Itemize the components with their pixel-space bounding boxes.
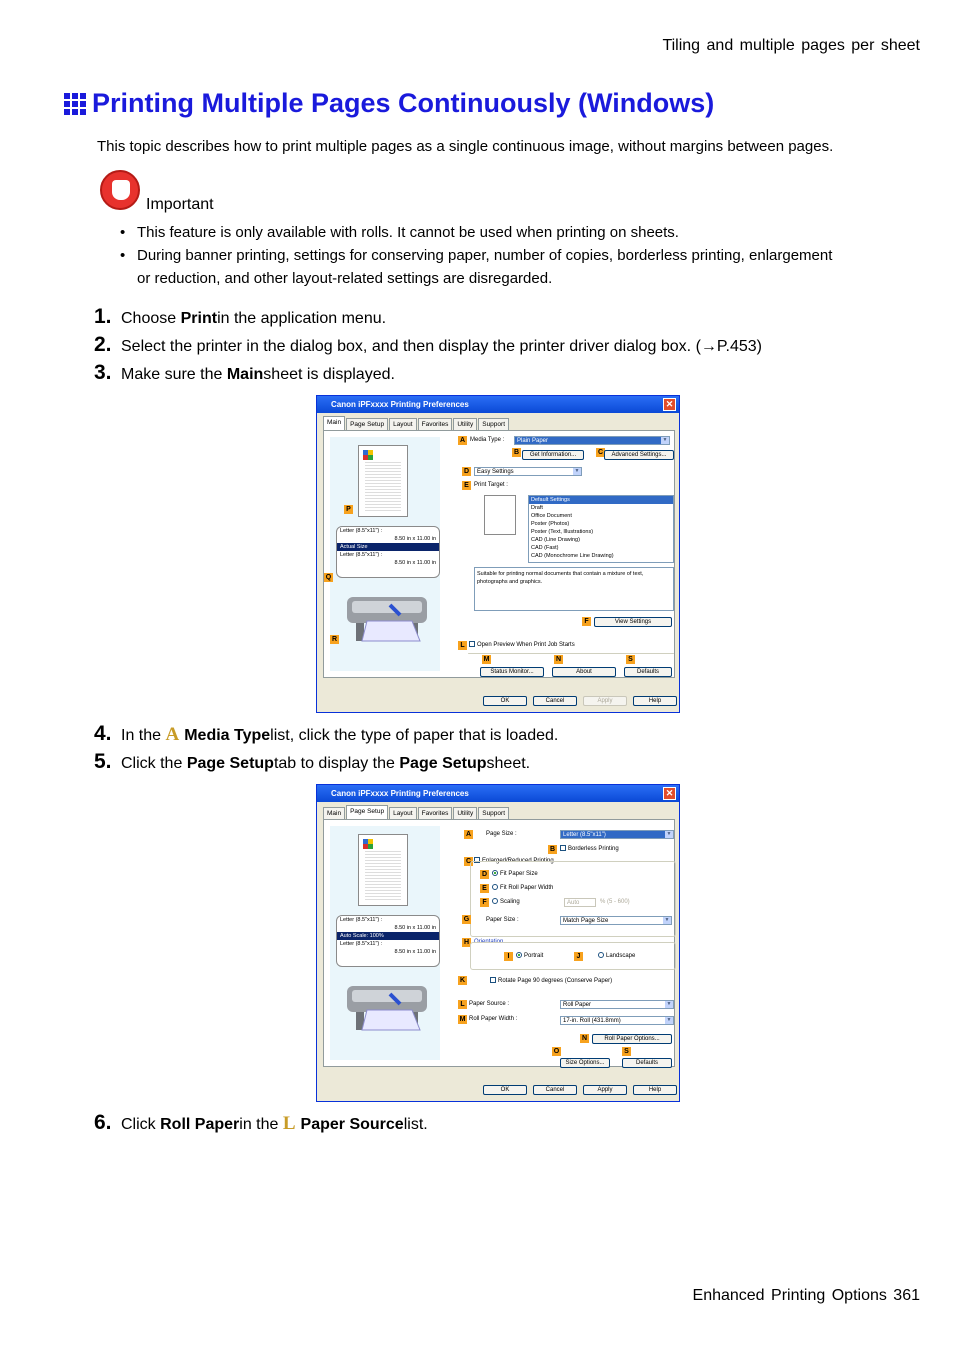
help-button[interactable]: Help xyxy=(633,1085,677,1095)
step-number: 5. xyxy=(94,750,112,773)
label-g: G xyxy=(463,916,470,923)
grid-icon xyxy=(64,93,86,115)
tab-main[interactable]: Main xyxy=(323,807,345,820)
label-a: A xyxy=(465,831,472,838)
step-text: Click xyxy=(121,1116,156,1133)
list-item[interactable]: CAD (Line Drawing) xyxy=(531,537,580,543)
tab-utility[interactable]: Utility xyxy=(453,807,477,820)
help-button[interactable]: Help xyxy=(633,696,677,706)
scaling-input[interactable]: Auto xyxy=(564,898,596,907)
step-text: In the xyxy=(121,727,162,744)
dialog-title: Canon iPFxxxx Printing Preferences xyxy=(331,789,469,798)
tab-page-setup[interactable]: Page Setup xyxy=(346,805,388,820)
info-line: 8.50 in x 11.00 in xyxy=(394,949,436,955)
list-item[interactable]: CAD (Monochrome Line Drawing) xyxy=(531,553,614,559)
ref-letter: A xyxy=(165,724,180,745)
dialog-title: Canon iPFxxxx Printing Preferences xyxy=(331,400,469,409)
radio-icon xyxy=(598,952,604,958)
size-options-button[interactable]: Size Options... xyxy=(560,1058,610,1068)
running-header: Tiling and multiple pages per sheet xyxy=(662,37,920,54)
size-info xyxy=(336,915,440,967)
select-value: Easy Settings xyxy=(477,469,514,475)
select-value: Match Page Size xyxy=(563,918,609,924)
important-list xyxy=(120,221,840,290)
step-bold: Media Type xyxy=(184,727,271,744)
view-settings-button[interactable]: View Settings xyxy=(594,617,672,627)
step-text: list. xyxy=(403,1116,428,1133)
label-i: I xyxy=(504,952,513,961)
tab-main[interactable]: Main xyxy=(323,416,345,431)
scaling-radio[interactable] xyxy=(492,898,520,907)
step-6 xyxy=(94,1111,428,1135)
main-sheet xyxy=(323,430,675,678)
info-highlight: Actual Size xyxy=(337,543,439,551)
info-line: 8.50 in x 11.00 in xyxy=(394,925,436,931)
main-dialog xyxy=(316,395,680,713)
advanced-settings-button[interactable]: Advanced Settings... xyxy=(604,450,674,460)
list-item: • This feature is only available with rolls. It cannot be used when printing on sheets. xyxy=(120,221,840,244)
fit-paper-radio[interactable] xyxy=(492,870,538,879)
preview-pane xyxy=(325,437,440,671)
label-s: S xyxy=(626,655,635,664)
label-s: S xyxy=(622,1047,631,1056)
label-r: R xyxy=(331,636,338,643)
scaling-range: % (5 - 600) xyxy=(600,899,630,905)
step-text: Choose xyxy=(121,310,177,327)
checkbox-label: Open Preview When Print Job Starts xyxy=(477,642,575,648)
radio-label: Fit Roll Paper Width xyxy=(500,885,554,891)
orientation-group xyxy=(470,942,676,970)
step-bold: Page Setup xyxy=(186,755,274,772)
label-e: E xyxy=(480,884,489,893)
cancel-button[interactable]: Cancel xyxy=(533,1085,577,1095)
step-bold: Print xyxy=(180,310,218,327)
list-item[interactable]: Default Settings xyxy=(529,496,673,504)
tab-favorites[interactable]: Favorites xyxy=(418,807,453,820)
important-label: Important xyxy=(146,196,214,213)
label-c: C xyxy=(465,858,472,865)
defaults-button[interactable]: Defaults xyxy=(624,667,672,677)
radio-icon xyxy=(516,952,522,958)
label-d: D xyxy=(463,468,470,475)
page-title xyxy=(64,88,714,119)
step-text: tab to display the xyxy=(273,755,395,772)
roll-width-select[interactable] xyxy=(560,1016,674,1025)
close-icon[interactable]: ✕ xyxy=(663,398,676,411)
select-value: Plain Paper xyxy=(517,438,549,444)
info-line: Letter (8.5"x11") : xyxy=(340,552,383,558)
step-3 xyxy=(94,361,395,385)
step-text: list, click the type of paper that is loaded. xyxy=(270,727,559,744)
checkbox-label: Rotate Page 90 degrees (Conserve Paper) xyxy=(498,978,613,984)
checkbox-label: Borderless Printing xyxy=(568,846,619,852)
checkbox-icon xyxy=(490,977,496,983)
borderless-checkbox[interactable] xyxy=(560,845,619,854)
rotate-checkbox[interactable] xyxy=(490,977,612,986)
step-bold: Main xyxy=(226,366,264,383)
step-text: in the application menu. xyxy=(217,310,387,327)
radio-icon xyxy=(492,884,498,890)
select-value: 17-in. Roll (431.8mm) xyxy=(563,1018,621,1024)
label-a: A xyxy=(459,437,466,444)
step-number: 6. xyxy=(94,1111,112,1134)
checkbox-icon xyxy=(560,845,566,851)
radio-label: Fit Paper Size xyxy=(500,871,538,877)
status-monitor-button[interactable]: Status Monitor... xyxy=(480,667,544,677)
paper-size-label: Paper Size : xyxy=(486,917,519,923)
label-m: M xyxy=(459,1016,466,1023)
list-item[interactable]: Poster (Photos) xyxy=(531,521,570,527)
step-5 xyxy=(94,750,530,774)
apply-button[interactable]: Apply xyxy=(583,696,627,706)
info-highlight: Auto Scale: 100% xyxy=(337,932,439,940)
info-line: 8.50 in x 11.00 in xyxy=(394,536,436,542)
dialog-titlebar xyxy=(317,785,679,802)
step-2 xyxy=(94,333,762,357)
list-item[interactable]: Draft xyxy=(531,505,543,511)
page-size-label: Page Size : xyxy=(486,831,517,837)
print-target-list[interactable] xyxy=(528,495,674,563)
chevron-down-icon: ▼ xyxy=(664,917,670,923)
open-preview-checkbox[interactable] xyxy=(469,641,575,650)
select-value: Roll Paper xyxy=(563,1002,592,1008)
paper-size-select[interactable] xyxy=(560,916,672,925)
chevron-down-icon: ▼ xyxy=(666,1001,672,1007)
chevron-down-icon: ▼ xyxy=(666,831,672,837)
paper-source-label: Paper Source : xyxy=(469,1001,510,1007)
media-type-label: Media Type : xyxy=(470,437,505,443)
paper-source-select[interactable] xyxy=(560,1000,674,1009)
easy-settings-select[interactable] xyxy=(474,467,582,476)
label-p: P xyxy=(344,505,353,514)
tab-favorites[interactable]: Favorites xyxy=(418,418,453,431)
description-box: Suitable for printing normal documents that contain a mixture of text, photographs and graphics. xyxy=(474,567,674,611)
label-j: J xyxy=(574,952,583,961)
step-text: in the xyxy=(239,1116,279,1133)
step-text: sheet is displayed. xyxy=(263,366,395,383)
step-bold: Paper Source xyxy=(300,1116,404,1133)
page-preview xyxy=(358,445,408,517)
tab-layout[interactable]: Layout xyxy=(389,807,417,820)
chevron-down-icon: ▼ xyxy=(666,1017,672,1023)
roll-width-label: Roll Paper Width : xyxy=(469,1016,518,1022)
step-bold: Page Setup xyxy=(399,755,487,772)
label-l: L xyxy=(458,641,467,650)
step-number: 3. xyxy=(94,361,112,384)
label-b: B xyxy=(513,449,520,456)
info-line: Letter (8.5"x11") : xyxy=(340,917,383,923)
label-n: N xyxy=(581,1035,588,1042)
label-e: E xyxy=(462,481,471,490)
label-f: F xyxy=(582,617,591,626)
list-item[interactable]: Poster (Text, Illustrations) xyxy=(531,529,594,535)
ok-button[interactable]: OK xyxy=(483,696,527,706)
important-hand-icon xyxy=(100,170,140,210)
radio-label: Portrait xyxy=(524,953,544,959)
page-size-select[interactable] xyxy=(560,830,674,839)
radio-label: Landscape xyxy=(606,953,636,959)
step-number: 4. xyxy=(94,722,112,745)
label-l: L xyxy=(458,1000,467,1009)
label-c: C xyxy=(597,449,604,456)
radio-icon xyxy=(492,898,498,904)
preview-pane xyxy=(330,826,440,1060)
label-o: O xyxy=(553,1048,560,1055)
page-setup-sheet xyxy=(323,819,675,1067)
ref-letter: L xyxy=(282,1113,296,1134)
tab-support[interactable]: Support xyxy=(478,807,509,820)
page-footer: Enhanced Printing Options 361 xyxy=(692,1287,920,1304)
defaults-button[interactable]: Defaults xyxy=(622,1058,672,1068)
step-1 xyxy=(94,305,386,329)
step-text: Click the xyxy=(121,755,183,772)
label-k: K xyxy=(459,977,466,984)
tab-layout[interactable]: Layout xyxy=(389,418,417,431)
info-line: 8.50 in x 11.00 in xyxy=(394,560,436,566)
step-number: 1. xyxy=(94,305,112,328)
checkbox-label: Enlarged/Reduced Printing xyxy=(482,858,554,864)
fit-roll-radio[interactable] xyxy=(492,884,553,893)
label-m: M xyxy=(483,656,490,663)
label-h: H xyxy=(463,939,470,946)
tab-utility[interactable]: Utility xyxy=(453,418,477,431)
dialog-titlebar xyxy=(317,396,679,413)
target-thumbnail xyxy=(484,495,516,535)
chevron-down-icon: ▼ xyxy=(662,437,668,443)
label-n: N xyxy=(555,656,562,663)
ok-button[interactable]: OK xyxy=(483,1085,527,1095)
get-information-button[interactable]: Get Information... xyxy=(522,450,584,460)
chevron-down-icon: ▼ xyxy=(574,468,580,474)
page-title-text: Printing Multiple Pages Continuously (Windows) xyxy=(92,88,715,118)
printer-illustration xyxy=(342,974,432,1034)
portrait-radio[interactable] xyxy=(516,952,543,961)
tab-support[interactable]: Support xyxy=(478,418,509,431)
media-type-select[interactable] xyxy=(514,436,670,445)
orientation-label: Orientation xyxy=(474,939,504,945)
info-line: Letter (8.5"x11") : xyxy=(340,528,383,534)
step-text: Select the printer in the dialog box, and then display the printer driver dialog box. (→P.453) xyxy=(121,338,762,355)
printer-illustration xyxy=(342,585,432,645)
step-text: Make sure the xyxy=(121,366,223,383)
about-button[interactable]: About xyxy=(552,667,616,677)
select-value: Letter (8.5"x11") xyxy=(563,832,606,838)
list-item[interactable]: Office Document xyxy=(531,513,572,519)
close-icon[interactable]: ✕ xyxy=(663,787,676,800)
checkbox-icon xyxy=(469,641,475,647)
radio-icon xyxy=(492,870,498,876)
print-target-label: Print Target : xyxy=(474,482,508,488)
apply-button[interactable]: Apply xyxy=(583,1085,627,1095)
intro-paragraph: This topic describes how to print multiple pages as a single continuous image, without margins between pages. xyxy=(97,138,834,155)
cancel-button[interactable]: Cancel xyxy=(533,696,577,706)
tab-page-setup[interactable]: Page Setup xyxy=(346,418,388,431)
radio-label: Scaling xyxy=(500,899,520,905)
page-setup-dialog xyxy=(316,784,680,1102)
divider xyxy=(468,653,674,654)
label-b: B xyxy=(549,846,556,853)
landscape-radio[interactable] xyxy=(598,952,635,961)
step-bold: Roll Paper xyxy=(160,1116,240,1133)
list-item[interactable]: CAD (Fast) xyxy=(531,545,559,551)
info-line: Letter (8.5"x11") : xyxy=(340,941,383,947)
step-4 xyxy=(94,722,558,746)
step-number: 2. xyxy=(94,333,112,356)
list-item: • During banner printing, settings for conserving paper, number of copies, borderless printing, enlargement or reduction, and other layout-related settings are disregarded. xyxy=(120,244,840,290)
label-f: F xyxy=(480,898,489,907)
roll-paper-options-button[interactable]: Roll Paper Options... xyxy=(592,1034,672,1044)
page-preview xyxy=(358,834,408,906)
label-d: D xyxy=(481,871,488,878)
label-q: Q xyxy=(325,574,332,581)
step-text: sheet. xyxy=(486,755,531,772)
size-info xyxy=(336,526,440,578)
